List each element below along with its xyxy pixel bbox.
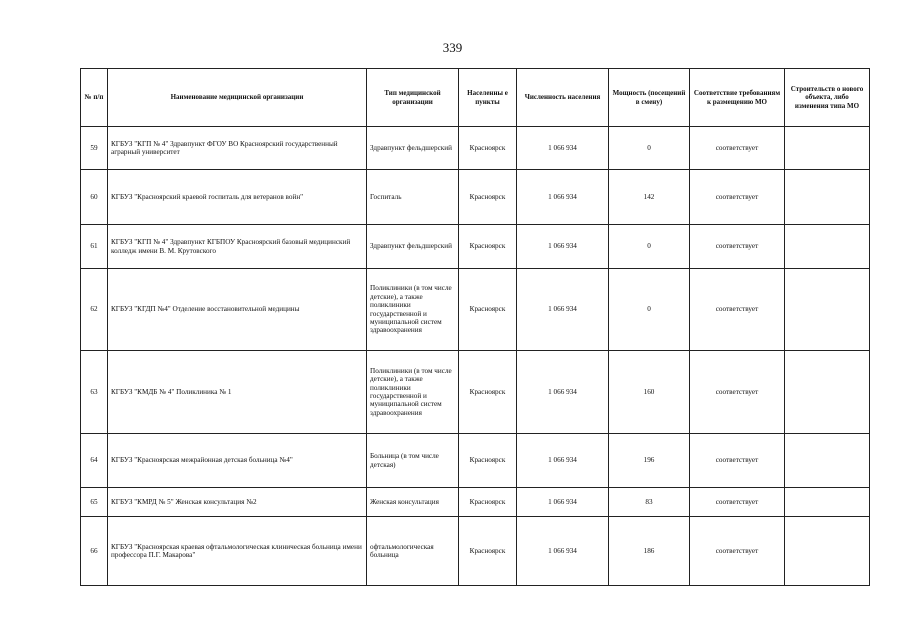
page-number: 339 [442, 40, 463, 55]
table-row [81, 127, 870, 170]
cell-num: 65 [81, 488, 108, 517]
table-row [81, 434, 870, 488]
cell-capacity: 0 [609, 127, 690, 170]
cell-construction [785, 170, 870, 225]
cell-org-name: КГБУЗ "Красноярская краевая офтальмологическая клиническая больница имени профессора П.Г. Макарова" [108, 517, 367, 586]
cell-capacity: 0 [609, 269, 690, 351]
cell-compliance: соответствует [690, 434, 785, 488]
cell-num: 64 [81, 434, 108, 488]
cell-compliance: соответствует [690, 351, 785, 434]
table-row [81, 517, 870, 586]
cell-capacity: 0 [609, 225, 690, 269]
cell-population: 1 066 934 [517, 225, 609, 269]
cell-capacity: 83 [609, 488, 690, 517]
cell-org-type: Поликлиники (в том числе детские), а также поликлиники государственной и муниципальной систем здравоохранения [367, 269, 459, 351]
table-row [81, 351, 870, 434]
cell-org-type: Здравпункт фельдшерский [367, 127, 459, 170]
cell-org-name: КГБУЗ "Красноярская межрайонная детская больница №4" [108, 434, 367, 488]
cell-settlement: Красноярск [459, 434, 517, 488]
cell-settlement: Красноярск [459, 488, 517, 517]
cell-construction [785, 434, 870, 488]
table-row [81, 488, 870, 517]
cell-population: 1 066 934 [517, 351, 609, 434]
cell-org-type: Поликлиники (в том числе детские), а также поликлиники государственной и муниципальной систем здравоохранения [367, 351, 459, 434]
cell-population: 1 066 934 [517, 488, 609, 517]
cell-org-name: КГБУЗ "КГП № 4" Здравпункт ФГОУ ВО Красноярский государственный аграрный университет [108, 127, 367, 170]
cell-org-name: КГБУЗ "КГДП №4" Отделение восстановительной медицины [108, 269, 367, 351]
cell-org-type: Госпиталь [367, 170, 459, 225]
header-population: Численность населения [517, 69, 609, 127]
cell-settlement: Красноярск [459, 269, 517, 351]
cell-construction [785, 269, 870, 351]
cell-org-name: КГБУЗ "КМРД № 5" Женская консультация №2 [108, 488, 367, 517]
cell-num: 59 [81, 127, 108, 170]
cell-settlement: Красноярск [459, 170, 517, 225]
cell-compliance: соответствует [690, 269, 785, 351]
header-compliance: Соответствие требованиям к размещению МО [690, 69, 785, 127]
cell-population: 1 066 934 [517, 127, 609, 170]
header-num: № п/п [81, 69, 108, 127]
header-row [81, 69, 870, 127]
cell-capacity: 196 [609, 434, 690, 488]
medical-organizations-table [80, 68, 870, 586]
cell-population: 1 066 934 [517, 269, 609, 351]
header-construction: Строительств о нового объекта, либо изменения типа МО [785, 69, 870, 127]
table-row [81, 225, 870, 269]
cell-org-name: КГБУЗ "Красноярский краевой госпиталь для ветеранов войн" [108, 170, 367, 225]
cell-num: 60 [81, 170, 108, 225]
cell-settlement: Красноярск [459, 127, 517, 170]
cell-compliance: соответствует [690, 127, 785, 170]
cell-org-type: Здравпункт фельдшерский [367, 225, 459, 269]
cell-org-type: офтальмологическая больница [367, 517, 459, 586]
header-settlement: Населенны е пункты [459, 69, 517, 127]
cell-compliance: соответствует [690, 225, 785, 269]
cell-construction [785, 488, 870, 517]
cell-construction [785, 127, 870, 170]
cell-construction [785, 225, 870, 269]
table-row [81, 269, 870, 351]
header-capacity: Мощность (посещений в смену) [609, 69, 690, 127]
table-row [81, 170, 870, 225]
cell-capacity: 160 [609, 351, 690, 434]
cell-population: 1 066 934 [517, 517, 609, 586]
cell-settlement: Красноярск [459, 517, 517, 586]
cell-compliance: соответствует [690, 488, 785, 517]
cell-num: 61 [81, 225, 108, 269]
header-org-name: Наименование медицинской организации [108, 69, 367, 127]
cell-num: 66 [81, 517, 108, 586]
cell-org-name: КГБУЗ "КМДБ № 4" Поликлиника № 1 [108, 351, 367, 434]
header-org-type: Тип медицинской организации [367, 69, 459, 127]
cell-org-type: Больница (в том числе детская) [367, 434, 459, 488]
cell-population: 1 066 934 [517, 170, 609, 225]
cell-compliance: соответствует [690, 517, 785, 586]
cell-org-type: Женская консультация [367, 488, 459, 517]
cell-org-name: КГБУЗ "КГП № 4" Здравпункт КГБПОУ Красноярский базовый медицинский колледж имени В. М. Крутовского [108, 225, 367, 269]
cell-capacity: 142 [609, 170, 690, 225]
cell-capacity: 186 [609, 517, 690, 586]
cell-settlement: Красноярск [459, 225, 517, 269]
cell-num: 62 [81, 269, 108, 351]
cell-compliance: соответствует [690, 170, 785, 225]
cell-construction [785, 351, 870, 434]
cell-construction [785, 517, 870, 586]
cell-settlement: Красноярск [459, 351, 517, 434]
cell-population: 1 066 934 [517, 434, 609, 488]
cell-num: 63 [81, 351, 108, 434]
